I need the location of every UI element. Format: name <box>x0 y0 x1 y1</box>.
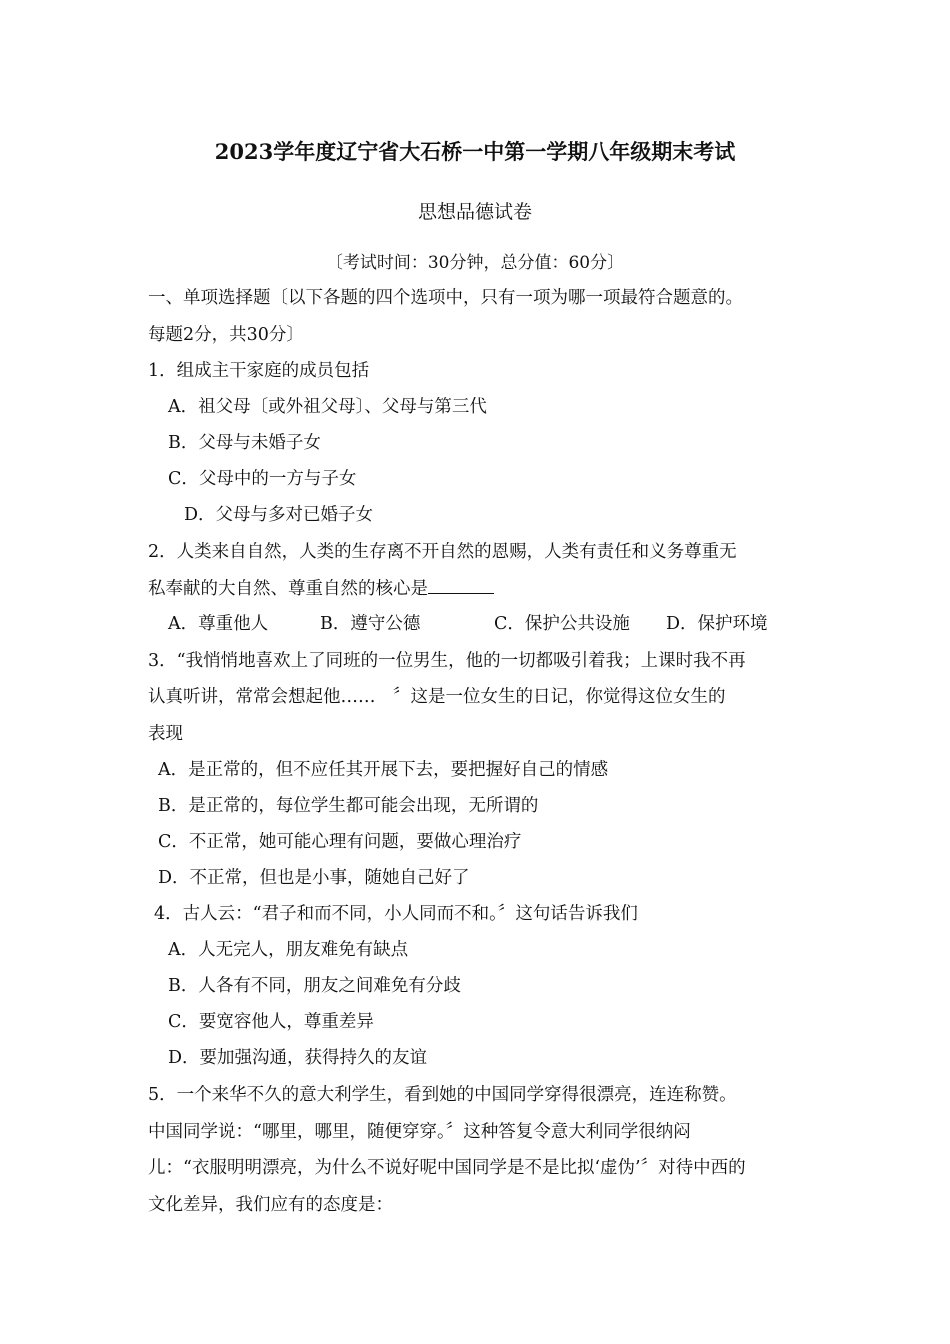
q2-option-a: A．尊重他人 <box>168 614 269 634</box>
q2-stem-text: 私奉献的大自然、尊重自然的核心是 <box>148 579 428 599</box>
q2-options <box>168 612 768 636</box>
section-heading-cont: 每题2分，共30分〕 <box>148 325 304 345</box>
q2-option-d: D．保护环境 <box>666 614 768 634</box>
q3-option-b: B．是正常的，每位学生都可能会出现，无所谓的 <box>158 796 539 816</box>
q5-stem-cont3: 文化差异，我们应有的态度是： <box>148 1195 393 1215</box>
q4-option-c: C．要宽容他人，尊重差异 <box>168 1012 374 1032</box>
exam-info: 〔考试时间：30分钟，总分值：60分〕 <box>325 253 625 273</box>
q3-option-d: D．不正常，但也是小事，随她自己好了 <box>158 868 470 888</box>
q5-stem-cont2: 儿：“衣服明明漂亮，为什么不说好呢中国同学是不是比拟‘虚伪’〞对待中西的 <box>148 1158 746 1178</box>
q4-option-a: A．人无完人，朋友难免有缺点 <box>168 940 409 960</box>
q2-stem: 2．人类来自自然，人类的生存离不开自然的恩赐，人类有责任和义务尊重无 <box>148 542 737 562</box>
q3-option-a: A．是正常的，但不应任其开展下去，要把握好自己的情感 <box>158 760 609 780</box>
q1-option-d: D．父母与多对已婚子女 <box>184 505 374 525</box>
q5-stem-cont: 中国同学说：“哪里，哪里，随便穿穿。〞这种答复令意大利同学很纳闷 <box>148 1122 691 1142</box>
answer-blank <box>428 576 494 594</box>
q1-option-b: B．父母与未婚子女 <box>168 433 321 453</box>
q3-stem: 3．“我悄悄地喜欢上了同班的一位男生，他的一切都吸引着我；上课时我不再 <box>148 651 746 671</box>
q1-stem: 1．组成主干家庭的成员包括 <box>148 361 370 381</box>
q2-stem-cont <box>148 576 494 601</box>
q5-stem: 5．一个来华不久的意大利学生，看到她的中国同学穿得很漂亮，连连称赞。 <box>148 1085 737 1105</box>
exam-subtitle: 思想品德试卷 <box>417 201 532 223</box>
q4-stem: 4．古人云：“君子和而不同，小人同而不和。〞这句话告诉我们 <box>154 904 638 924</box>
q2-option-c: C．保护公共设施 <box>494 614 630 634</box>
section-heading: 一、单项选择题〔以下各题的四个选项中，只有一项为哪一项最符合题意的。 <box>148 288 743 308</box>
q4-option-b: B．人各有不同，朋友之间难免有分歧 <box>168 976 461 996</box>
q3-stem-cont2: 表现 <box>148 724 183 744</box>
q1-option-a: A．祖父母〔或外祖父母〕、父母与第三代 <box>168 397 487 417</box>
exam-title: 2023学年度辽宁省大石桥一中第一学期八年级期末考试 <box>214 139 736 164</box>
q3-option-c: C．不正常，她可能心理有问题，要做心理治疗 <box>158 832 522 852</box>
q4-option-d: D．要加强沟通，获得持久的友谊 <box>168 1048 428 1068</box>
q1-option-c: C．父母中的一方与子女 <box>168 469 357 489</box>
q2-option-b: B．遵守公德 <box>320 614 421 634</box>
q3-stem-cont: 认真听讲，常常会想起他…… 〞这是一位女生的日记，你觉得这位女生的 <box>148 687 726 707</box>
